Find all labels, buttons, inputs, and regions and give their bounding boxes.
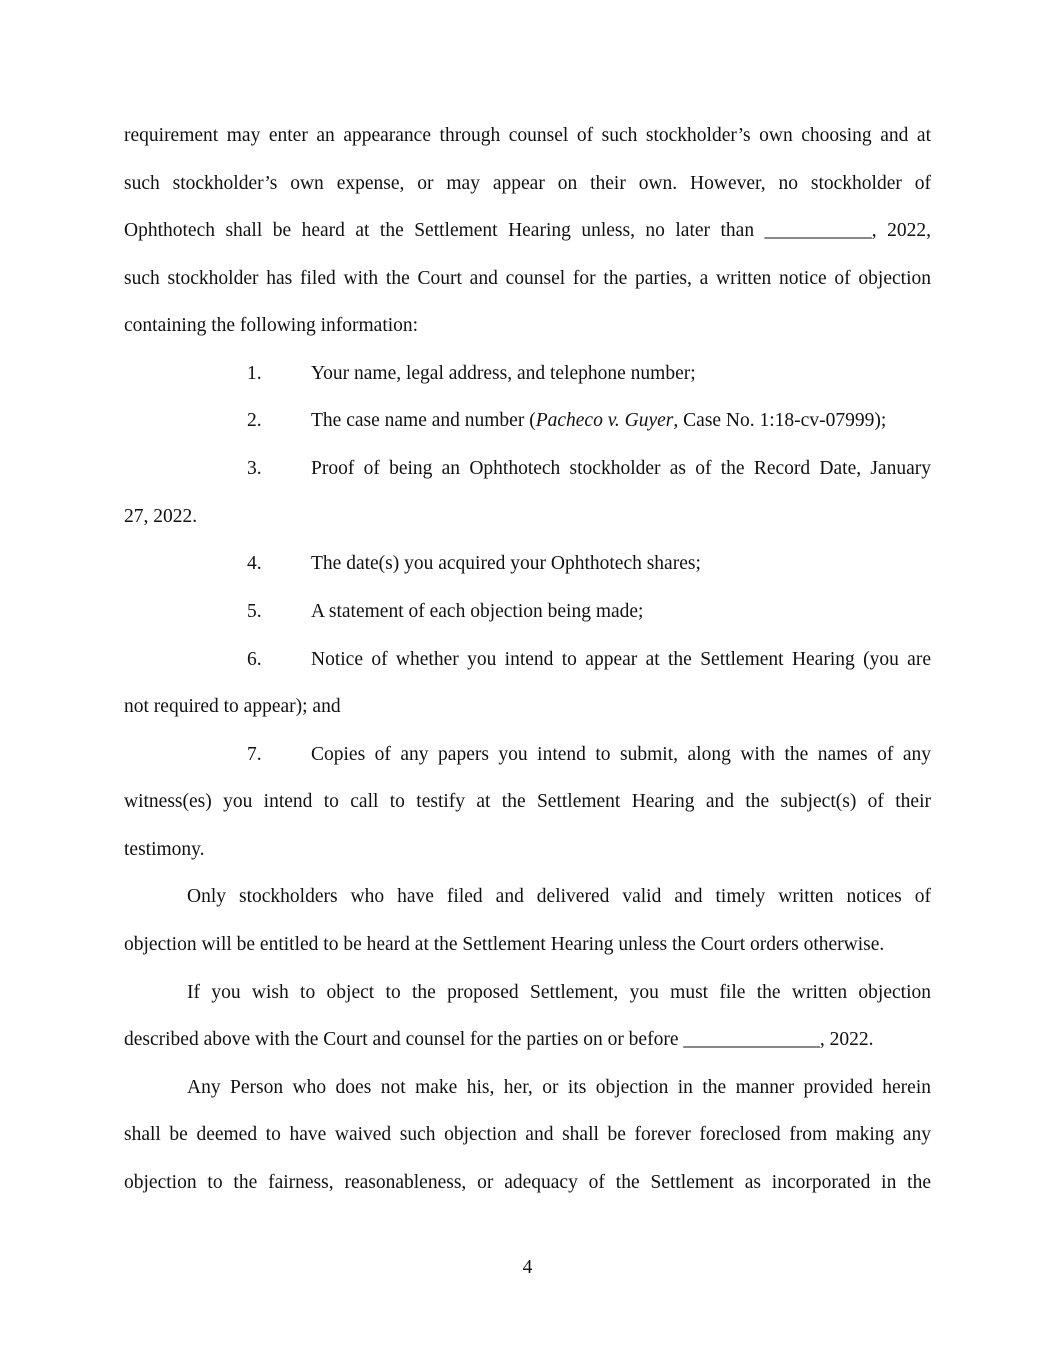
text-line: Only stockholders who have filed and delivered valid and timely written notices of — [187, 886, 931, 907]
text-line: Any Person who does not make his, her, or its objection in the manner provided herein — [187, 1077, 931, 1098]
list-text-continuation: not required to appear); and — [124, 696, 341, 717]
list-text-after: , Case No. 1:18-cv-07999); — [673, 410, 887, 431]
case-name: Pacheco v. Guyer — [535, 410, 674, 431]
list-text: Your name, legal address, and telephone number; — [311, 363, 696, 384]
list-text: Copies of any papers you intend to submit, along with the names of any — [311, 744, 931, 765]
list-number: 4. — [247, 553, 262, 574]
list-text: The date(s) you acquired your Ophthotech shares; — [311, 553, 701, 574]
text-line: requirement may enter an appearance through counsel of such stockholder’s own choosing and at — [124, 125, 931, 146]
text-line: such stockholder has filed with the Court and counsel for the parties, a written notice of objection — [124, 268, 931, 289]
list-text-continuation: testimony. — [124, 839, 205, 860]
list-number: 1. — [247, 363, 262, 384]
list-text-continuation: 27, 2022. — [124, 506, 198, 527]
text-line: such stockholder’s own expense, or may appear on their own. However, no stockholder of — [124, 173, 931, 194]
list-text: Notice of whether you intend to appear at the Settlement Hearing (you are — [311, 649, 931, 670]
list-number: 3. — [247, 458, 262, 479]
text-line: described above with the Court and counsel for the parties on or before ______________, 2022. — [124, 1029, 874, 1050]
list-number: 6. — [247, 649, 262, 670]
page-number: 4 — [522, 1257, 533, 1278]
list-number: 5. — [247, 601, 262, 622]
text-line: containing the following information: — [124, 315, 419, 336]
text-line: objection will be entitled to be heard at the Settlement Hearing unless the Court orders otherwise. — [124, 934, 885, 955]
text-line: objection to the fairness, reasonableness, or adequacy of the Settlement as incorporated in the — [124, 1172, 931, 1193]
list-text-continuation: witness(es) you intend to call to testify at the Settlement Hearing and the subject(s) of their — [124, 791, 931, 812]
text-line: Ophthotech shall be heard at the Settlement Hearing unless, no later than ___________, 2022, — [124, 220, 931, 241]
text-line: If you wish to object to the proposed Settlement, you must file the written objection — [187, 982, 931, 1003]
text-line: shall be deemed to have waived such objection and shall be forever foreclosed from making any — [124, 1124, 931, 1145]
list-text — [311, 409, 886, 433]
list-number: 2. — [247, 410, 262, 431]
list-text-before: The case name and number ( — [311, 410, 536, 431]
list-text: Proof of being an Ophthotech stockholder as of the Record Date, January — [311, 458, 931, 479]
list-number: 7. — [247, 744, 262, 765]
list-text: A statement of each objection being made; — [311, 601, 644, 622]
